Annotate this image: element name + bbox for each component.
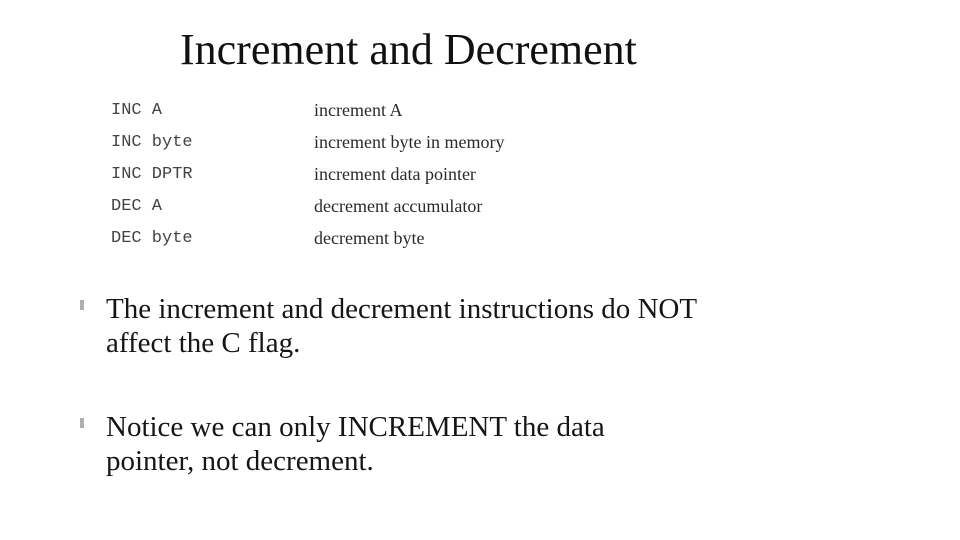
instruction-description: increment A [314, 100, 403, 120]
instruction-code: INC A [111, 101, 163, 120]
instruction-row [111, 129, 591, 161]
instruction-table [111, 97, 591, 257]
instruction-description: increment data pointer [314, 164, 476, 184]
instruction-code: INC byte [111, 133, 193, 152]
instruction-code: INC DPTR [111, 165, 193, 184]
instruction-row [111, 193, 591, 225]
instruction-row [111, 161, 591, 193]
bullet-text [106, 410, 826, 478]
bullet-line: pointer, not decrement. [106, 445, 374, 477]
instruction-description: decrement accumulator [314, 196, 483, 216]
instruction-row [111, 97, 591, 129]
bullet-line: The increment and decrement instructions do NOT [106, 293, 698, 325]
bullet-marker [80, 418, 84, 428]
bullet-line: Notice we can only INCREMENT the data [106, 411, 605, 443]
instruction-description: decrement byte [314, 228, 425, 248]
instruction-code: DEC byte [111, 229, 193, 248]
instruction-code: DEC A [111, 197, 163, 216]
instruction-description: increment byte in memory [314, 132, 505, 152]
bullet-text [106, 292, 826, 360]
instruction-row [111, 225, 591, 257]
slide-title: Increment and Decrement [180, 25, 637, 74]
bullet-line: affect the C flag. [106, 327, 301, 359]
bullet-marker [80, 300, 84, 310]
